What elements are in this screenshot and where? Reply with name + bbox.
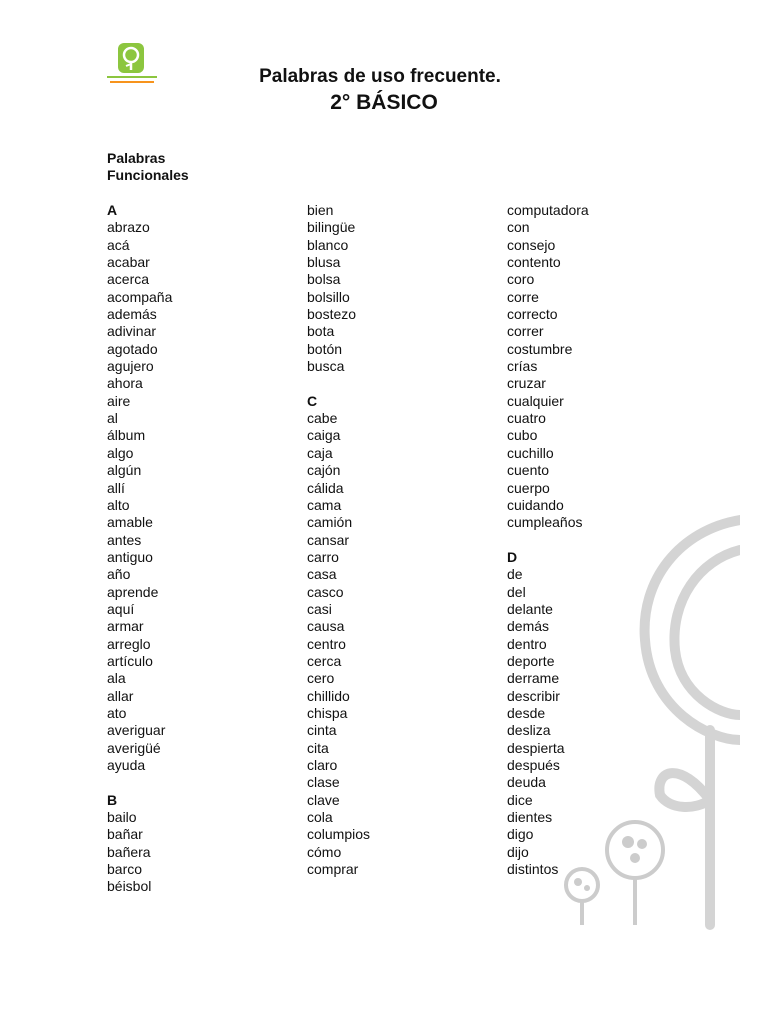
word-item: comprar xyxy=(307,861,359,878)
word-item: casa xyxy=(307,566,337,583)
word-item: cuchillo xyxy=(507,444,554,461)
section-heading xyxy=(107,150,189,184)
word-item: desde xyxy=(507,704,546,721)
word-item: chillido xyxy=(307,687,350,704)
word-item: agotado xyxy=(107,340,158,357)
word-item: allar xyxy=(107,687,134,704)
word-item: dijo xyxy=(507,843,529,860)
letter-heading: B xyxy=(107,791,118,808)
word-item: allí xyxy=(107,479,125,496)
word-item: carro xyxy=(307,548,339,565)
word-item: bolsa xyxy=(307,271,341,288)
word-item: acompaña xyxy=(107,288,173,305)
word-item: cero xyxy=(307,670,335,687)
word-item: agujero xyxy=(107,358,154,375)
word-item: cualquier xyxy=(507,392,564,409)
section-heading-line2: Funcionales xyxy=(107,167,189,183)
word-column-2 xyxy=(307,202,370,878)
word-column-1 xyxy=(107,202,172,896)
word-item: derrame xyxy=(507,670,560,687)
word-item: cita xyxy=(307,739,329,756)
word-item: despierta xyxy=(507,739,565,756)
word-item: artículo xyxy=(107,652,153,669)
word-item: columpios xyxy=(307,826,371,843)
word-item: con xyxy=(507,219,530,236)
word-item: abrazo xyxy=(107,219,150,236)
word-item: claro xyxy=(307,757,338,773)
word-item: consejo xyxy=(507,236,556,253)
letter-heading: D xyxy=(507,548,518,565)
word-item: bien xyxy=(307,202,334,218)
word-item: clase xyxy=(307,774,340,791)
group-spacer xyxy=(107,774,172,791)
word-item: delante xyxy=(507,600,553,617)
word-item: antiguo xyxy=(107,548,153,565)
word-item: contento xyxy=(507,254,561,271)
word-item: álbum xyxy=(107,427,146,444)
word-item: algo xyxy=(107,444,134,461)
word-item: cabe xyxy=(307,410,338,427)
tree-watermark-icon xyxy=(560,510,740,930)
word-item: de xyxy=(507,566,523,583)
word-item: deporte xyxy=(507,652,555,669)
word-item: cumpleaños xyxy=(507,514,583,531)
word-item: antes xyxy=(107,531,142,548)
word-item: cuidando xyxy=(507,496,564,513)
word-item: digo xyxy=(507,826,534,843)
word-item: costumbre xyxy=(507,340,573,357)
word-item: cómo xyxy=(307,843,342,860)
word-item: arreglo xyxy=(107,635,151,652)
word-item: alto xyxy=(107,496,130,513)
word-item: acabar xyxy=(107,254,150,271)
word-item: corre xyxy=(507,288,539,305)
word-item: botón xyxy=(307,340,343,357)
word-item: del xyxy=(507,583,526,600)
word-item: ahora xyxy=(107,375,143,392)
word-item: describir xyxy=(507,687,560,704)
word-item: chispa xyxy=(307,704,348,721)
word-item: desliza xyxy=(507,722,551,739)
word-item: ato xyxy=(107,704,127,721)
word-item: al xyxy=(107,410,118,427)
word-item: correcto xyxy=(507,306,558,323)
word-item: aire xyxy=(107,392,131,409)
word-item: centro xyxy=(307,635,346,652)
word-item: barco xyxy=(107,861,143,878)
section-heading-line1: Palabras xyxy=(107,150,166,166)
word-item: cuerpo xyxy=(507,479,550,496)
word-item: busca xyxy=(307,358,345,375)
word-item: crías xyxy=(507,358,538,375)
word-item: bota xyxy=(307,323,335,340)
word-item: cola xyxy=(307,809,333,826)
word-item: bañera xyxy=(107,843,151,860)
word-item: cerca xyxy=(307,652,342,669)
word-item: cama xyxy=(307,496,342,513)
word-item: caja xyxy=(307,444,333,461)
word-item: blanco xyxy=(307,236,349,253)
word-item: ayuda xyxy=(107,757,146,773)
word-item: amable xyxy=(107,514,153,531)
word-item: cansar xyxy=(307,531,350,548)
word-item: bostezo xyxy=(307,306,357,323)
word-item: cuento xyxy=(507,462,550,479)
word-item: béisbol xyxy=(107,878,152,895)
group-spacer xyxy=(307,375,370,392)
word-item: acá xyxy=(107,236,130,253)
word-item: además xyxy=(107,306,157,323)
word-item: dentro xyxy=(507,635,547,652)
word-item: bolsillo xyxy=(307,288,350,305)
page-subtitle: 2° BÁSICO xyxy=(330,91,438,114)
word-item: dice xyxy=(507,791,533,808)
word-item: clave xyxy=(307,791,340,808)
word-item: deuda xyxy=(507,774,546,791)
word-item: armar xyxy=(107,618,144,635)
word-item: cuatro xyxy=(507,410,546,427)
word-item: bailo xyxy=(107,809,137,826)
word-item: algún xyxy=(107,462,142,479)
letter-heading: C xyxy=(307,392,318,409)
word-item: después xyxy=(507,757,560,773)
word-item: blusa xyxy=(307,254,341,271)
page-title: Palabras de uso frecuente. xyxy=(259,66,501,87)
word-item: coro xyxy=(507,271,535,288)
word-item: aquí xyxy=(107,600,135,617)
word-item: averigüé xyxy=(107,739,161,756)
word-item: causa xyxy=(307,618,345,635)
word-item: aprende xyxy=(107,583,159,600)
word-item: bilingüe xyxy=(307,219,356,236)
letter-heading: A xyxy=(107,202,118,218)
word-item: computadora xyxy=(507,202,589,218)
word-item: cruzar xyxy=(507,375,546,392)
word-item: ala xyxy=(107,670,126,687)
word-item: dientes xyxy=(507,809,553,826)
word-item: bañar xyxy=(107,826,143,843)
word-item: correr xyxy=(507,323,544,340)
word-item: distintos xyxy=(507,861,559,878)
word-item: cinta xyxy=(307,722,337,739)
word-item: demás xyxy=(507,618,550,635)
word-item: averiguar xyxy=(107,722,166,739)
word-item: caiga xyxy=(307,427,341,444)
word-item: casi xyxy=(307,600,332,617)
word-item: casco xyxy=(307,583,344,600)
word-item: adivinar xyxy=(107,323,157,340)
word-item: cajón xyxy=(307,462,341,479)
word-item: camión xyxy=(307,514,353,531)
word-item: año xyxy=(107,566,131,583)
word-item: acerca xyxy=(107,271,150,288)
word-item: cubo xyxy=(507,427,538,444)
word-item: cálida xyxy=(307,479,344,496)
